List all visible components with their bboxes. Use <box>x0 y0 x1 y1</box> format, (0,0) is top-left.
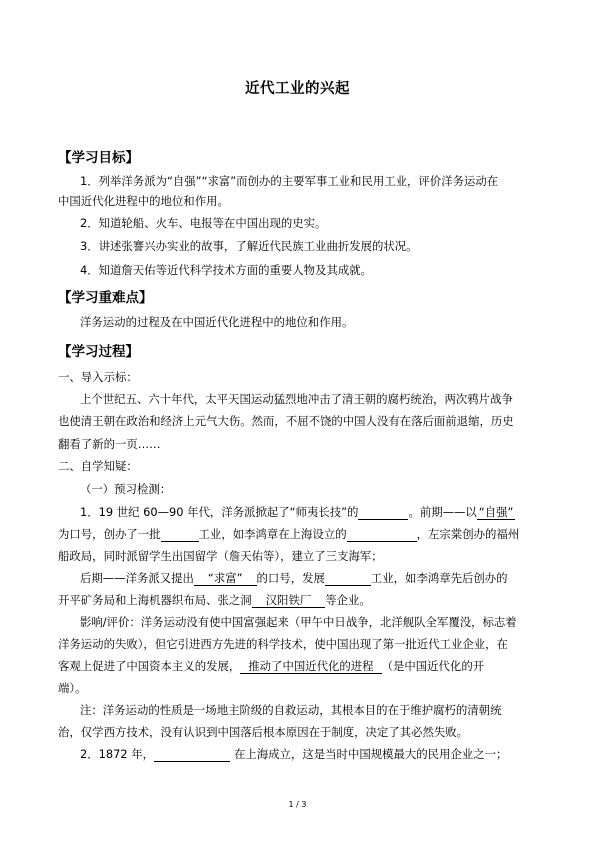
filled-answer: “自强” <box>478 505 514 519</box>
page-number: 1 / 3 <box>288 800 307 809</box>
key-points-heading: 【学习重难点】 <box>58 290 153 306</box>
pretest-line-3: 船政局，同时派留学生出国留学（詹天佑等），建立了三支海军； <box>58 549 383 563</box>
blank-field <box>347 528 417 542</box>
filled-answer: 汉阳铁厂 <box>252 593 326 608</box>
evaluation-line-1: 影响/评价：洋务运动没有使中国富强起来（甲午中日战争，北洋舰队全军覆没，标志着 <box>80 615 517 629</box>
pretest-line-5: 开平矿务局和上海机器织布局、张之洞 汉阳铁厂 等企业。 <box>58 593 371 607</box>
question-2-line: 2．1872 年， 在上海成立，这是当时中国规模最大的民用企业之一； <box>80 747 508 761</box>
intro-line-2: 也使清王朝在政治和经济上元气大伤。然而，不屈不饶的中国人没有在落后面前退缩，历史 <box>58 414 514 428</box>
blank-field <box>325 572 371 586</box>
intro-line-3: 翻看了新的一页…… <box>58 437 161 451</box>
process-heading: 【学习过程】 <box>58 344 139 360</box>
self-study-label: 二、自学知疑： <box>58 459 138 473</box>
evaluation-line-2: 洋务运动的失败），但它引进西方先进的科学技术，使中国出现了第一批近代工业企业，在 <box>58 637 508 651</box>
filled-answer: 推动了中国近代化的进程 <box>240 659 381 674</box>
key-points-text: 洋务运动的过程及在中国近代化进程中的地位和作用。 <box>80 315 354 329</box>
pretest-line-2: 为口号，创办了一批 工业，如李鸿章在上海设立的 ，左宗棠创办的福州 <box>58 527 520 541</box>
goal-3: 3．讲述张謇兴办实业的故事，了解近代民族工业曲折发展的状况。 <box>80 239 418 253</box>
page-title: 近代工业的兴起 <box>245 81 350 97</box>
goal-1-line-2: 中国近代化进程中的地位和作用。 <box>58 194 229 208</box>
pretest-label: （一）预习检测： <box>80 482 172 496</box>
pretest-line-4: 后期——洋务派又提出 “求富” 的口号，发展 工业，如李鸿章先后创办的 <box>80 571 508 585</box>
evaluation-line-3: 客观上促进了中国资本主义的发展， 推动了中国近代化的进程 （是中国近代化的开 <box>58 659 485 673</box>
note-line-1: 注：洋务运动的性质是一场地主阶级的自救运动，其根本目的在于维护腐朽的清朝统 <box>80 703 502 717</box>
blank-field <box>154 748 230 762</box>
intro-label: 一、导入示标： <box>58 370 138 384</box>
blank-field <box>358 506 408 520</box>
evaluation-line-4: 端）。 <box>58 681 87 695</box>
filled-answer: “求富” <box>194 571 257 586</box>
goals-heading: 【学习目标】 <box>58 150 139 166</box>
intro-line-1: 上个世纪五、六十年代，太平天国运动猛烈地冲击了清王朝的腐朽统治，两次鸦片战争 <box>80 392 513 406</box>
note-line-2: 治，仅学西方技术，没有认识到中国落后根本原因在于制度，决定了其必然失败。 <box>58 725 469 739</box>
blank-field <box>161 528 199 542</box>
goal-1-line-1: 1．列举洋务派为“自强”“求富”而创办的主要军事工业和民用工业，评价洋务运动在 <box>80 174 499 188</box>
pretest-line-1: 1．19 世纪 60—90 年代，洋务派掀起了“师夷长技”的 。前期——以 “自强” <box>80 505 514 519</box>
goal-4: 4．知道詹天佑等近代科学技术方面的重要人物及其成就。 <box>80 263 373 277</box>
goal-2: 2．知道轮船、火车、电报等在中国出现的史实。 <box>80 216 327 230</box>
